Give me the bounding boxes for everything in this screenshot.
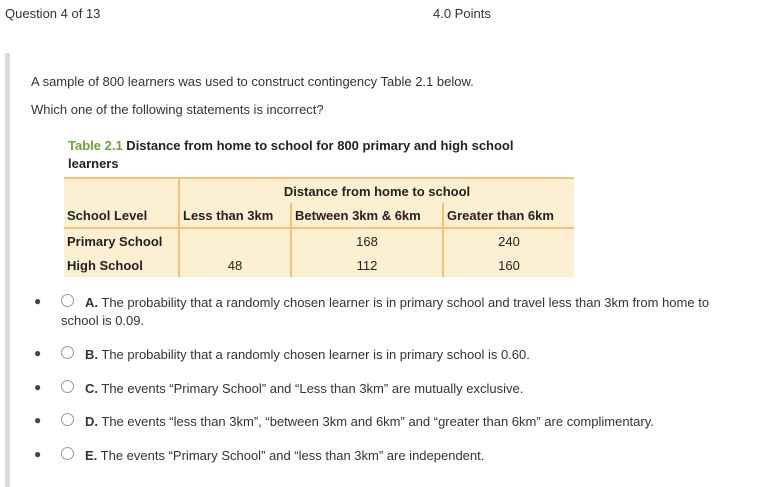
table-group-header-row: [64, 178, 574, 203]
table-row: [64, 253, 574, 277]
table-col-header: Between 3km & 6km: [291, 203, 443, 228]
table-cell: 168: [291, 228, 443, 253]
option-letter: B.: [85, 347, 98, 362]
radio-button[interactable]: [61, 294, 74, 307]
question-points: 4.0 Points: [433, 6, 491, 21]
answer-option-d[interactable]: [0, 411, 765, 445]
radio-button[interactable]: [61, 346, 74, 359]
option-letter: D.: [85, 414, 98, 429]
answer-option-c[interactable]: [0, 378, 765, 411]
table-cell: 48: [179, 253, 291, 277]
option-text: [85, 413, 760, 431]
table-col-header: Greater than 6km: [443, 203, 574, 228]
option-text: [85, 294, 760, 312]
radio-button[interactable]: [61, 413, 74, 426]
answer-options: [0, 292, 765, 475]
option-text: [85, 346, 760, 364]
answer-option-b[interactable]: [0, 344, 765, 378]
table-row-label: High School: [64, 253, 179, 277]
table-header-row: [64, 203, 574, 228]
bullet-icon: ●: [34, 380, 42, 394]
table-col-header: Less than 3km: [179, 203, 291, 228]
option-body: The events “Primary School” and “less than 3km” are independent.: [97, 448, 485, 463]
table-cell: 160: [443, 253, 574, 277]
bullet-icon: ●: [34, 346, 42, 360]
question-prompt: Which one of the following statements is incorrect?: [31, 102, 324, 117]
table-row-label: Primary School: [64, 228, 179, 253]
table-cell: [179, 228, 291, 253]
table-corner-cell: [64, 178, 179, 203]
table-cell: 240: [443, 228, 574, 253]
option-body: The events “less than 3km”, “between 3km and 6km” and “greater than 6km” are complimentary.: [98, 414, 654, 429]
table-row: [64, 228, 574, 253]
question-intro: A sample of 800 learners was used to construct contingency Table 2.1 below.: [31, 74, 474, 89]
bullet-icon: ●: [34, 447, 42, 461]
option-text: [85, 380, 760, 398]
option-body: The probability that a randomly chosen learner is in primary school is 0.60.: [98, 347, 530, 362]
option-text-continuation: school is 0.09.: [61, 313, 145, 328]
option-letter: C.: [85, 381, 98, 396]
bullet-icon: ●: [34, 294, 42, 308]
bullet-icon: ●: [34, 413, 42, 427]
table-group-header: Distance from home to school: [179, 178, 574, 203]
radio-button[interactable]: [61, 447, 74, 460]
contingency-table: [64, 177, 574, 277]
option-text: [85, 447, 760, 465]
answer-option-e[interactable]: [0, 445, 765, 475]
option-letter: E.: [85, 448, 98, 463]
table-number: Table 2.1: [68, 138, 123, 153]
option-body: The probability that a randomly chosen learner is in primary school and travel less than 3km from home to: [98, 295, 710, 310]
table-title-line1: Distance from home to school for 800 primary and high school: [122, 138, 514, 153]
question-number: Question 4 of 13: [5, 6, 101, 21]
option-letter: A.: [85, 295, 98, 310]
radio-button[interactable]: [61, 380, 74, 393]
table-col-header: School Level: [64, 203, 179, 228]
table-cell: 112: [291, 253, 443, 277]
answer-option-a[interactable]: [0, 292, 765, 344]
table-caption: [68, 137, 568, 173]
question-header: [5, 6, 765, 24]
option-body: The events “Primary School” and “Less than 3km” are mutually exclusive.: [98, 381, 524, 396]
table-title-line2: learners: [68, 156, 119, 171]
